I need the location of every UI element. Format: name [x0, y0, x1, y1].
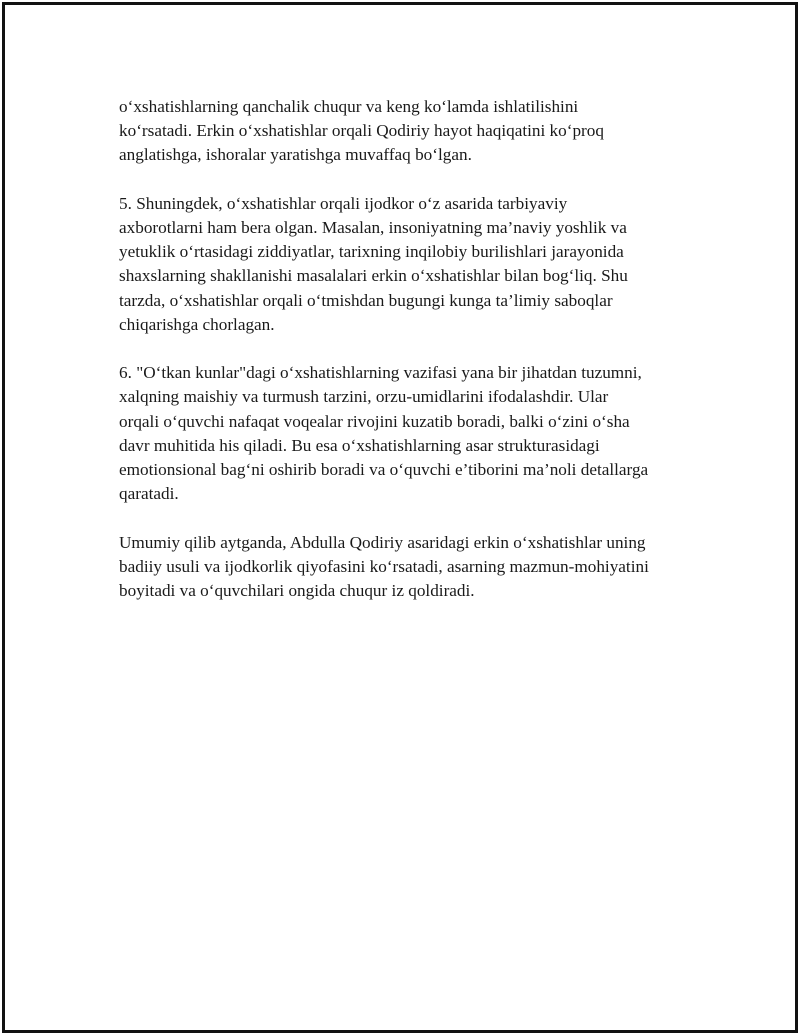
paragraph-4 [119, 531, 699, 604]
paragraph-line: chiqarishga chorlagan. [119, 314, 275, 334]
page-frame [2, 2, 798, 1033]
paragraph-line: emotionsional bag‘ni oshirib boradi va o‘quvchi e’tiborini ma’noli detallarga [119, 460, 649, 480]
paragraph-1 [119, 95, 699, 168]
paragraph-line: badiiy usuli va ijodkorlik qiyofasini ko‘rsatadi, asarning mazmun-mohiyatini [119, 556, 649, 576]
paragraph-line: 6. "O‘tkan kunlar"dagi o‘xshatishlarning vazifasi yana bir jihatdan tuzumni, [119, 363, 642, 383]
paragraph-line: shaxslarning shakllanishi masalalari erkin o‘xshatishlar bilan bog‘liq. Shu [119, 266, 628, 286]
paragraph-3 [119, 361, 699, 506]
paragraph-line: qaratadi. [119, 484, 179, 504]
paragraph-line: davr muhitida his qiladi. Bu esa o‘xshatishlarning asar strukturasidagi [119, 435, 600, 455]
paragraph-line: 5. Shuningdek, o‘xshatishlar orqali ijodkor o‘z asarida tarbiyaviy [119, 193, 568, 213]
document-body [119, 95, 699, 627]
paragraph-line: ko‘rsatadi. Erkin o‘xshatishlar orqali Qodiriy hayot haqiqatini ko‘proq [119, 121, 604, 141]
paragraph-2 [119, 192, 699, 337]
paragraph-line: axborotlarni ham bera olgan. Masalan, insoniyatning ma’naviy yoshlik va [119, 218, 627, 237]
paragraph-line: o‘xshatishlarning qanchalik chuqur va keng ko‘lamda ishlatilishini [119, 97, 579, 116]
paragraph-line: Umumiy qilib aytganda, Abdulla Qodiriy asaridagi erkin o‘xshatishlar uning [119, 532, 646, 552]
paragraph-line: boyitadi va o‘quvchilari ongida chuqur iz qoldiradi. [119, 581, 475, 601]
paragraph-line: tarzda, o‘xshatishlar orqali o‘tmishdan bugungi kunga ta’limiy saboqlar [119, 290, 613, 310]
paragraph-line: orqali o‘quvchi nafaqat voqealar rivojini kuzatib boradi, balki o‘zini o‘sha [119, 411, 630, 431]
paragraph-line: yetuklik o‘rtasidagi ziddiyatlar, tarixning inqilobiy burilishlari jarayonida [119, 242, 624, 262]
paragraph-line: xalqning maishiy va turmush tarzini, orzu-umidlarini ifodalashdir. Ular [119, 387, 609, 407]
paragraph-line: anglatishga, ishoralar yaratishga muvaffaq bo‘lgan. [119, 145, 472, 165]
